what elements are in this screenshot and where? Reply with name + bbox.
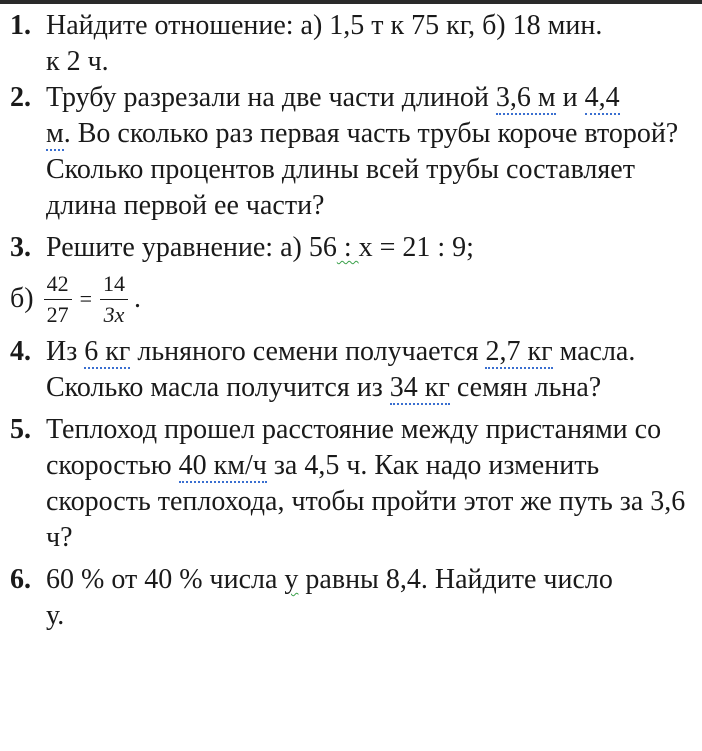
denominator-expression: 3x	[103, 301, 125, 327]
text-fragment: Трубу разрезали на две части длиной	[46, 82, 496, 113]
fraction-denominator: 27	[46, 301, 69, 327]
equation-b	[10, 268, 694, 330]
text-fragment: Решите уравнение: а) 56	[46, 232, 337, 263]
text-fragment: Теплоход прошел расстояние между пристанями со скоростью	[46, 414, 662, 481]
part-b-label: б)	[10, 283, 34, 314]
problem-text	[46, 334, 694, 406]
equals-sign: =	[79, 286, 92, 311]
pipe-length-1: 3,6 м	[495, 82, 556, 113]
problem-2	[10, 80, 694, 224]
seed-mass: 6 кг	[84, 336, 131, 367]
problem-text	[46, 412, 694, 556]
fraction-numerator: 14	[100, 271, 128, 300]
problem-1	[10, 8, 694, 80]
period: .	[134, 283, 141, 314]
text-fragment: и	[555, 82, 585, 113]
oil-mass: 2,7 кг	[485, 336, 553, 367]
problem-text	[46, 230, 694, 266]
problem-line: Найдите отношение: а) 1,5 т к 75 кг, б) 18 мин.	[46, 10, 603, 41]
pipe-length-2: 4,4	[584, 82, 620, 113]
text-fragment: за 4,5 ч. Как надо изменить скорость теплохода, чтобы пройти этот же путь за 3,6 ч?	[46, 450, 686, 553]
ship-speed: 40 км/ч	[178, 450, 267, 481]
variable-y: у	[284, 564, 299, 595]
text-fragment: семян льна?	[449, 372, 602, 403]
seed-mass-2: 34 кг	[389, 372, 450, 403]
problem-number: 6.	[10, 564, 31, 595]
variable-y-end: у.	[46, 600, 65, 631]
unit-m: м	[46, 118, 64, 149]
text-fragment: х = 21 : 9;	[358, 232, 474, 263]
problem-6	[10, 562, 694, 634]
problem-text	[46, 562, 694, 634]
fraction-numerator: 42	[44, 271, 72, 300]
colon-sign: :	[336, 232, 359, 263]
problem-text	[46, 8, 694, 80]
fraction-denominator	[104, 300, 125, 328]
text-fragment: Из	[46, 336, 85, 367]
text-fragment: . Во сколько раз первая часть трубы короче второй? Сколько процентов длины всей трубы составляет длина первой ее части?	[46, 118, 679, 221]
text-fragment: равны 8,4. Найдите число	[298, 564, 613, 595]
problem-3	[10, 230, 694, 266]
problem-4	[10, 334, 694, 406]
text-fragment: льняного семени получается	[130, 336, 486, 367]
problem-5	[10, 412, 694, 556]
problem-number: 4.	[10, 336, 31, 367]
problem-sheet	[10, 8, 694, 634]
problem-number: 5.	[10, 414, 31, 445]
fraction-right	[100, 271, 128, 328]
problem-text	[46, 80, 694, 224]
top-edge	[0, 0, 702, 4]
text-fragment: масла. Сколько масла получится из	[46, 336, 636, 403]
problem-line: к 2 ч.	[46, 46, 109, 77]
fraction-left	[44, 271, 72, 328]
text-fragment: 60 % от 40 % числа	[46, 564, 285, 595]
problem-number: 1.	[10, 10, 31, 41]
problem-number: 2.	[10, 82, 31, 113]
problem-number: 3.	[10, 232, 31, 263]
